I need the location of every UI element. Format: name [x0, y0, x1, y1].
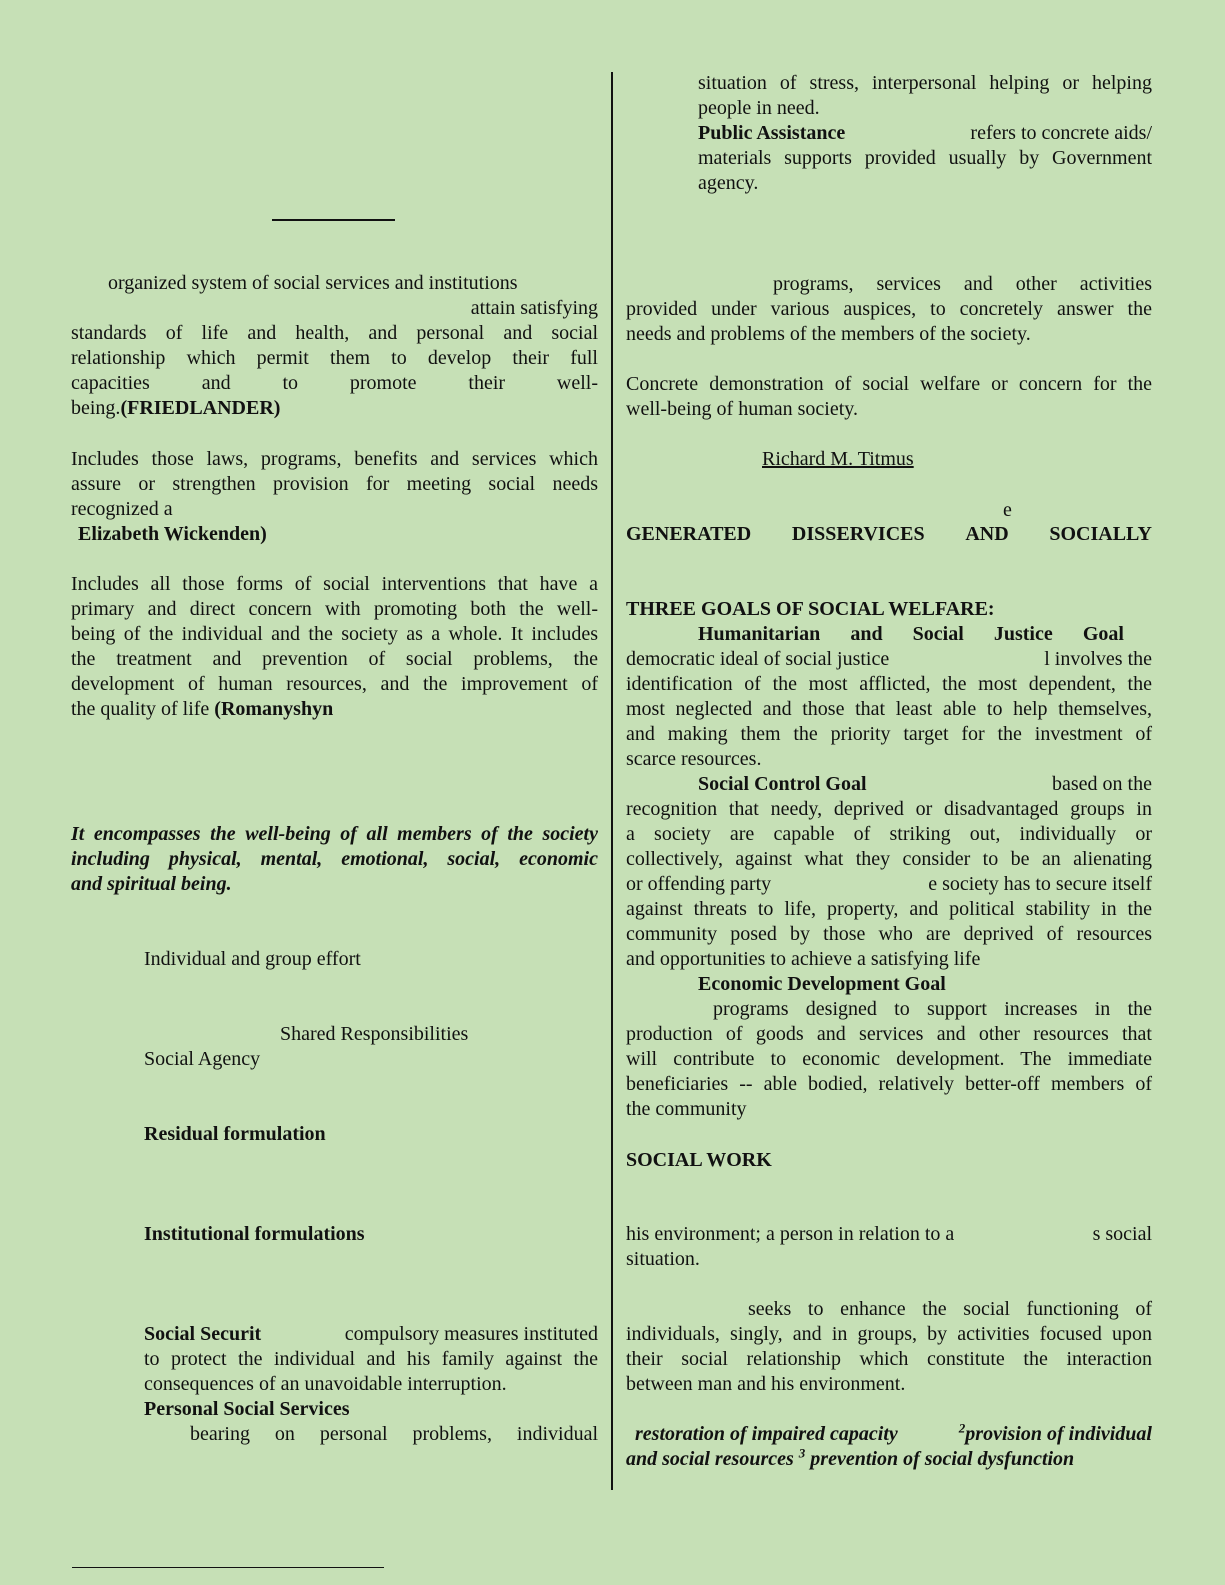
word: SOCIALLY [1049, 523, 1152, 545]
citation: Elizabeth Wickenden) [78, 523, 267, 545]
text-line [626, 1447, 1074, 1472]
text: based on the [1052, 773, 1152, 795]
text-line: provided under various auspices, to concretely answer the [626, 298, 1152, 320]
function-item: restoration of impaired capacity [635, 1423, 898, 1445]
left-column [71, 0, 598, 1585]
text-line: Concrete demonstration of social welfare or concern for the [626, 373, 1152, 395]
text-line: including physical, mental, emotional, social, economic [71, 848, 598, 870]
text-line: organized system of social services and institutions [108, 272, 518, 294]
text-line: most neglected and those that least able to help themselves, [626, 698, 1152, 720]
text-line: being of the individual and the society as a whole. It includes [71, 623, 598, 645]
right-column [626, 0, 1152, 1585]
text-line: standards of life and health, and personal and social [71, 322, 598, 344]
function-item: prevention of social dysfunction [810, 1448, 1075, 1470]
term: Public Assistance [698, 122, 846, 144]
text-line: recognized a [71, 498, 173, 520]
function-item: and social resources [626, 1448, 794, 1470]
text-line: people in need. [698, 97, 820, 119]
word: Humanitarian [698, 623, 821, 645]
text-line: the community [626, 1098, 747, 1120]
column-divider [611, 72, 613, 1490]
residual-formulation-heading: Residual formulation [144, 1123, 326, 1145]
text-line: programs designed to support increases in the [713, 998, 1152, 1020]
word: capacities [71, 372, 150, 394]
word: Social [912, 623, 964, 645]
text-line [144, 1322, 598, 1347]
text-line: the treatment and prevention of social problems, the [71, 648, 598, 670]
text-line: a society are capable of striking out, individually or [626, 823, 1152, 845]
text-line: development of human resources, and the improvement of [71, 673, 598, 695]
text-line: bearing on personal problems, individual [190, 1423, 598, 1445]
text-line: beneficiaries -- able bodied, relatively better-off members of [626, 1073, 1152, 1095]
text-line: needs and problems of the members of the society. [626, 323, 1031, 345]
word: AND [965, 523, 1009, 545]
text-line [626, 647, 1152, 672]
text-line: agency. [698, 172, 759, 194]
text-line [71, 697, 333, 722]
goals-heading: THREE GOALS OF SOCIAL WELFARE: [626, 598, 995, 620]
text-line: collectively, against what they consider to be an alienating [626, 848, 1152, 870]
social-work-heading: SOCIAL WORK [626, 1149, 772, 1171]
word: DISSERVICES [791, 523, 925, 545]
word: and [201, 372, 231, 394]
text-line: will contribute to economic development. The immediate [626, 1048, 1152, 1070]
individual-effort: Individual and group effort [144, 948, 361, 970]
goal-title: Economic Development Goal [698, 973, 946, 995]
text-line [698, 121, 1152, 146]
text: compulsory measures instituted [344, 1323, 598, 1345]
word: promote [349, 372, 417, 394]
footnote-marker: 2 [958, 1420, 966, 1436]
term: Social Securit [144, 1323, 262, 1345]
citation: (FRIEDLANDER) [120, 397, 281, 419]
text: his environment; a person in relation to a [626, 1223, 955, 1245]
text-line: identification of the most afflicted, the most dependent, the [626, 673, 1152, 695]
word: their [468, 372, 506, 394]
goal-title [698, 622, 1124, 647]
text: democratic ideal of social justice [626, 648, 890, 670]
text-line [71, 371, 598, 396]
text-line: Includes those laws, programs, benefits and services which [71, 448, 598, 470]
word: Goal [1082, 623, 1124, 645]
text: l involves the [1044, 648, 1152, 670]
citation: (Romanyshyn [214, 698, 334, 720]
social-agency: Social Agency [144, 1048, 261, 1070]
text: refers to concrete aids/ [970, 122, 1152, 144]
text: the quality of life [71, 698, 210, 720]
text-line: consequences of an unavoidable interruption. [144, 1373, 507, 1395]
text-line [71, 396, 280, 421]
text-line: relationship which permit them to develop their full [71, 347, 598, 369]
text-line: and spiritual being. [71, 873, 232, 895]
word: well- [556, 372, 598, 394]
word: to [282, 372, 299, 394]
goal-title: Social Control Goal [698, 773, 867, 795]
text: or offending party [626, 873, 772, 895]
text-line: seeks to enhance the social functioning of [748, 1298, 1152, 1320]
institutional-formulations-heading: Institutional formulations [144, 1223, 365, 1245]
text: e society has to secure itself [928, 873, 1152, 895]
text-line [626, 1222, 1152, 1247]
text: s social [1092, 1223, 1152, 1245]
generated-disservices-heading [626, 522, 1152, 547]
text-line [626, 872, 1152, 897]
text-line: scarce resources. [626, 748, 762, 770]
text-line: programs, services and other activities [773, 273, 1152, 295]
text-line: and opportunities to achieve a satisfying life [626, 948, 981, 970]
text-line: situation. [626, 1248, 700, 1270]
word: and [850, 623, 883, 645]
word: GENERATED [626, 523, 752, 545]
text-line: recognition that needy, deprived or disadvantaged groups in [626, 798, 1152, 820]
text-line: against threats to life, property, and political stability in the [626, 898, 1152, 920]
text: being. [71, 397, 121, 419]
shared-responsibilities: Shared Responsibilities [280, 1023, 469, 1045]
text-line: It encompasses the well-being of all members of the society [71, 823, 598, 845]
text-line: primary and direct concern with promoting both the well- [71, 598, 598, 620]
text-line: their social relationship which constitute the interaction [626, 1348, 1152, 1370]
footnote-marker: 3 [798, 1445, 806, 1461]
text-line: community posed by those who are deprived of resources [626, 923, 1152, 945]
stray-letter: e [1003, 499, 1012, 521]
text-line: between man and his environment. [626, 1373, 906, 1395]
text-line: individuals, singly, and in groups, by activities focused upon [626, 1323, 1152, 1345]
term: Personal Social Services [144, 1398, 350, 1420]
text-line [635, 1422, 1152, 1447]
text-line: situation of stress, interpersonal helping or helping [698, 72, 1152, 94]
text-line: and making them the priority target for the investment of [626, 723, 1152, 745]
text-line: materials supports provided usually by Government [698, 147, 1152, 169]
text-line: Includes all those forms of social interventions that have a [71, 573, 598, 595]
function-item: $^2$provision of individual [958, 1420, 1152, 1445]
text-line: to protect the individual and his family against the [144, 1348, 598, 1370]
text-line [698, 772, 1152, 797]
text-line: assure or strengthen provision for meeting social needs [71, 473, 598, 495]
text-line: production of goods and services and other resources that [626, 1023, 1152, 1045]
titmus-reference: Richard M. Titmus [762, 448, 914, 470]
text-line: attain satisfying [470, 297, 598, 319]
word: Justice [993, 623, 1053, 645]
text-line: well-being of human society. [626, 398, 858, 420]
